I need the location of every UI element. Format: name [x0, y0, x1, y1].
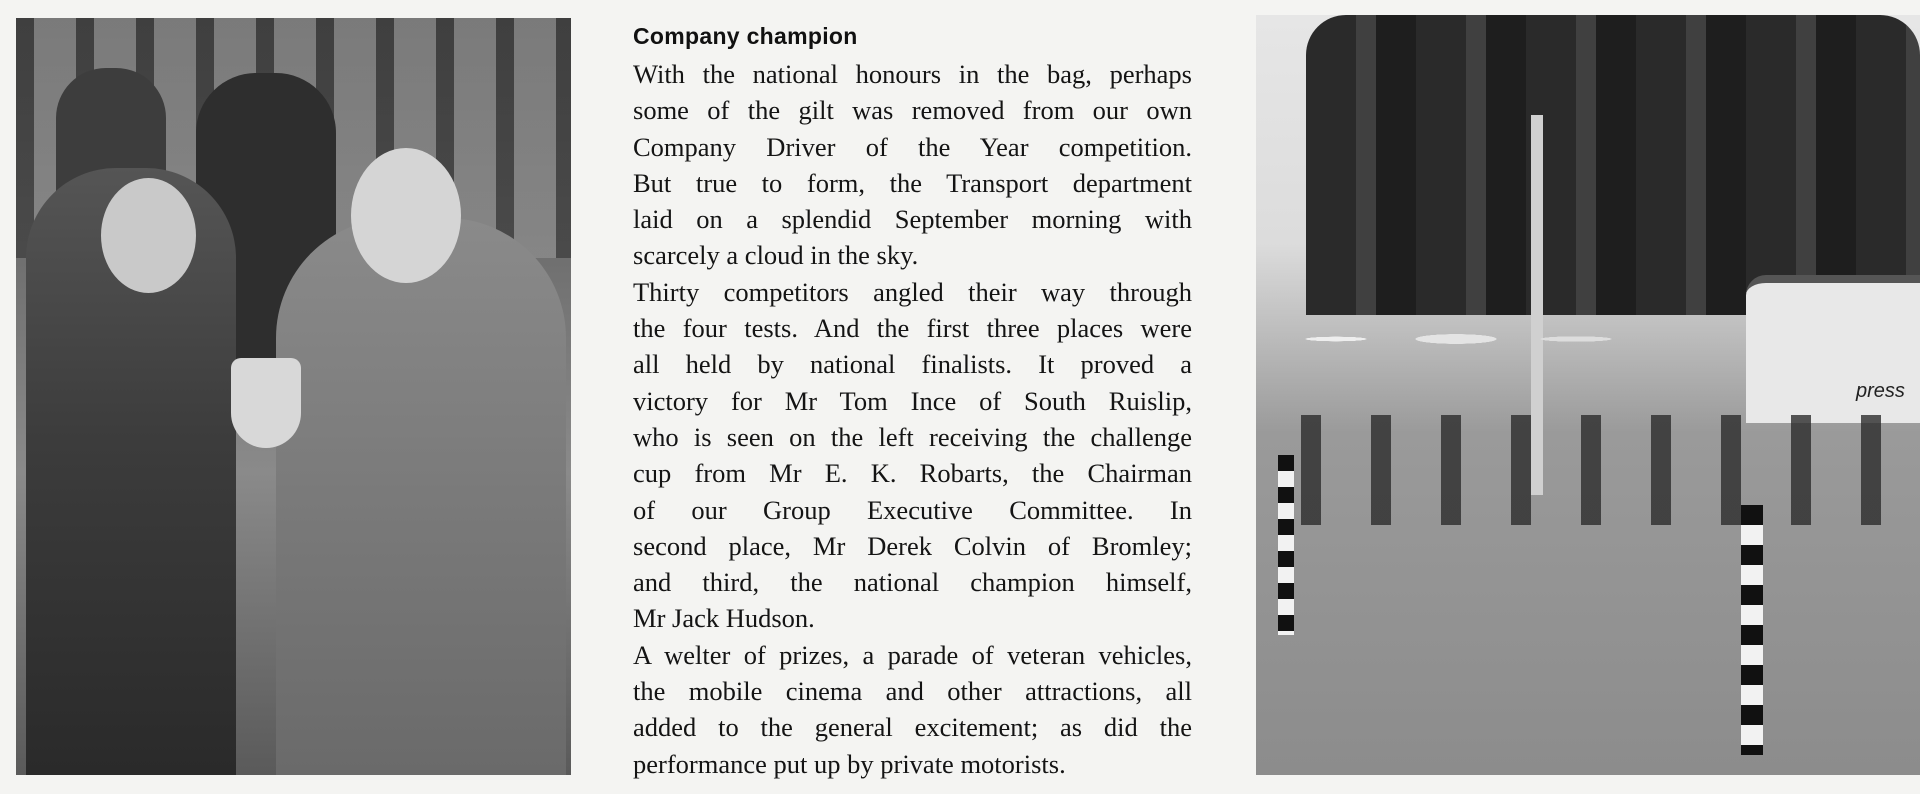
- article-heading: Company champion: [633, 23, 858, 49]
- article-line: who is seen on the left receiving the challenge: [633, 421, 1192, 452]
- poplar-trees: [1306, 15, 1920, 315]
- article-line: Mr Jack Hudson.: [633, 603, 815, 634]
- article-line: laid on a splendid September morning with: [633, 204, 1192, 235]
- article-body: [633, 56, 1192, 782]
- article-line: cup from Mr E. K. Robarts, the Chairman: [633, 458, 1192, 489]
- article-line: victory for Mr Tom Ince of South Ruislip,: [633, 385, 1192, 416]
- article-line: all held by national finalists. It proved a: [633, 349, 1192, 380]
- article-company-champion: [633, 20, 1192, 782]
- article-line: But true to form, the Transport department: [633, 167, 1192, 198]
- umbrellas: [1256, 315, 1656, 355]
- article-line: added to the general excitement; as did the: [633, 712, 1192, 743]
- van-lettering: press: [1856, 380, 1905, 402]
- article-line: second place, Mr Derek Colvin of Bromley;: [633, 530, 1192, 561]
- article-line: some of the gilt was removed from our own: [633, 95, 1192, 126]
- article-line: the mobile cinema and other attractions, all: [633, 676, 1192, 707]
- article-line: scarcely a cloud in the sky.: [633, 240, 919, 271]
- winner-head: [101, 178, 196, 293]
- article-line: and third, the national champion himself,: [633, 567, 1192, 598]
- chairman-head: [351, 148, 461, 283]
- article-line: of our Group Executive Committee. In: [633, 494, 1192, 525]
- photo-driving-competition: [1256, 15, 1920, 775]
- article-line: Company Driver of the Year competition.: [633, 131, 1192, 162]
- trophy-cup: [231, 358, 301, 448]
- article-line: Thirty competitors angled their way through: [633, 276, 1192, 307]
- article-line: the four tests. And the first three places were: [633, 313, 1192, 344]
- crowd: [1276, 415, 1916, 525]
- chairman-figure: [276, 218, 566, 775]
- article-line: With the national honours in the bag, perhaps: [633, 59, 1192, 89]
- striped-marker-pole: [1741, 505, 1763, 755]
- striped-marker-pole: [1278, 455, 1294, 635]
- article-line: performance put up by private motorists.: [633, 748, 1066, 779]
- article-line: A welter of prizes, a parade of veteran vehicles,: [633, 639, 1192, 670]
- photo-cup-presentation: [16, 18, 571, 775]
